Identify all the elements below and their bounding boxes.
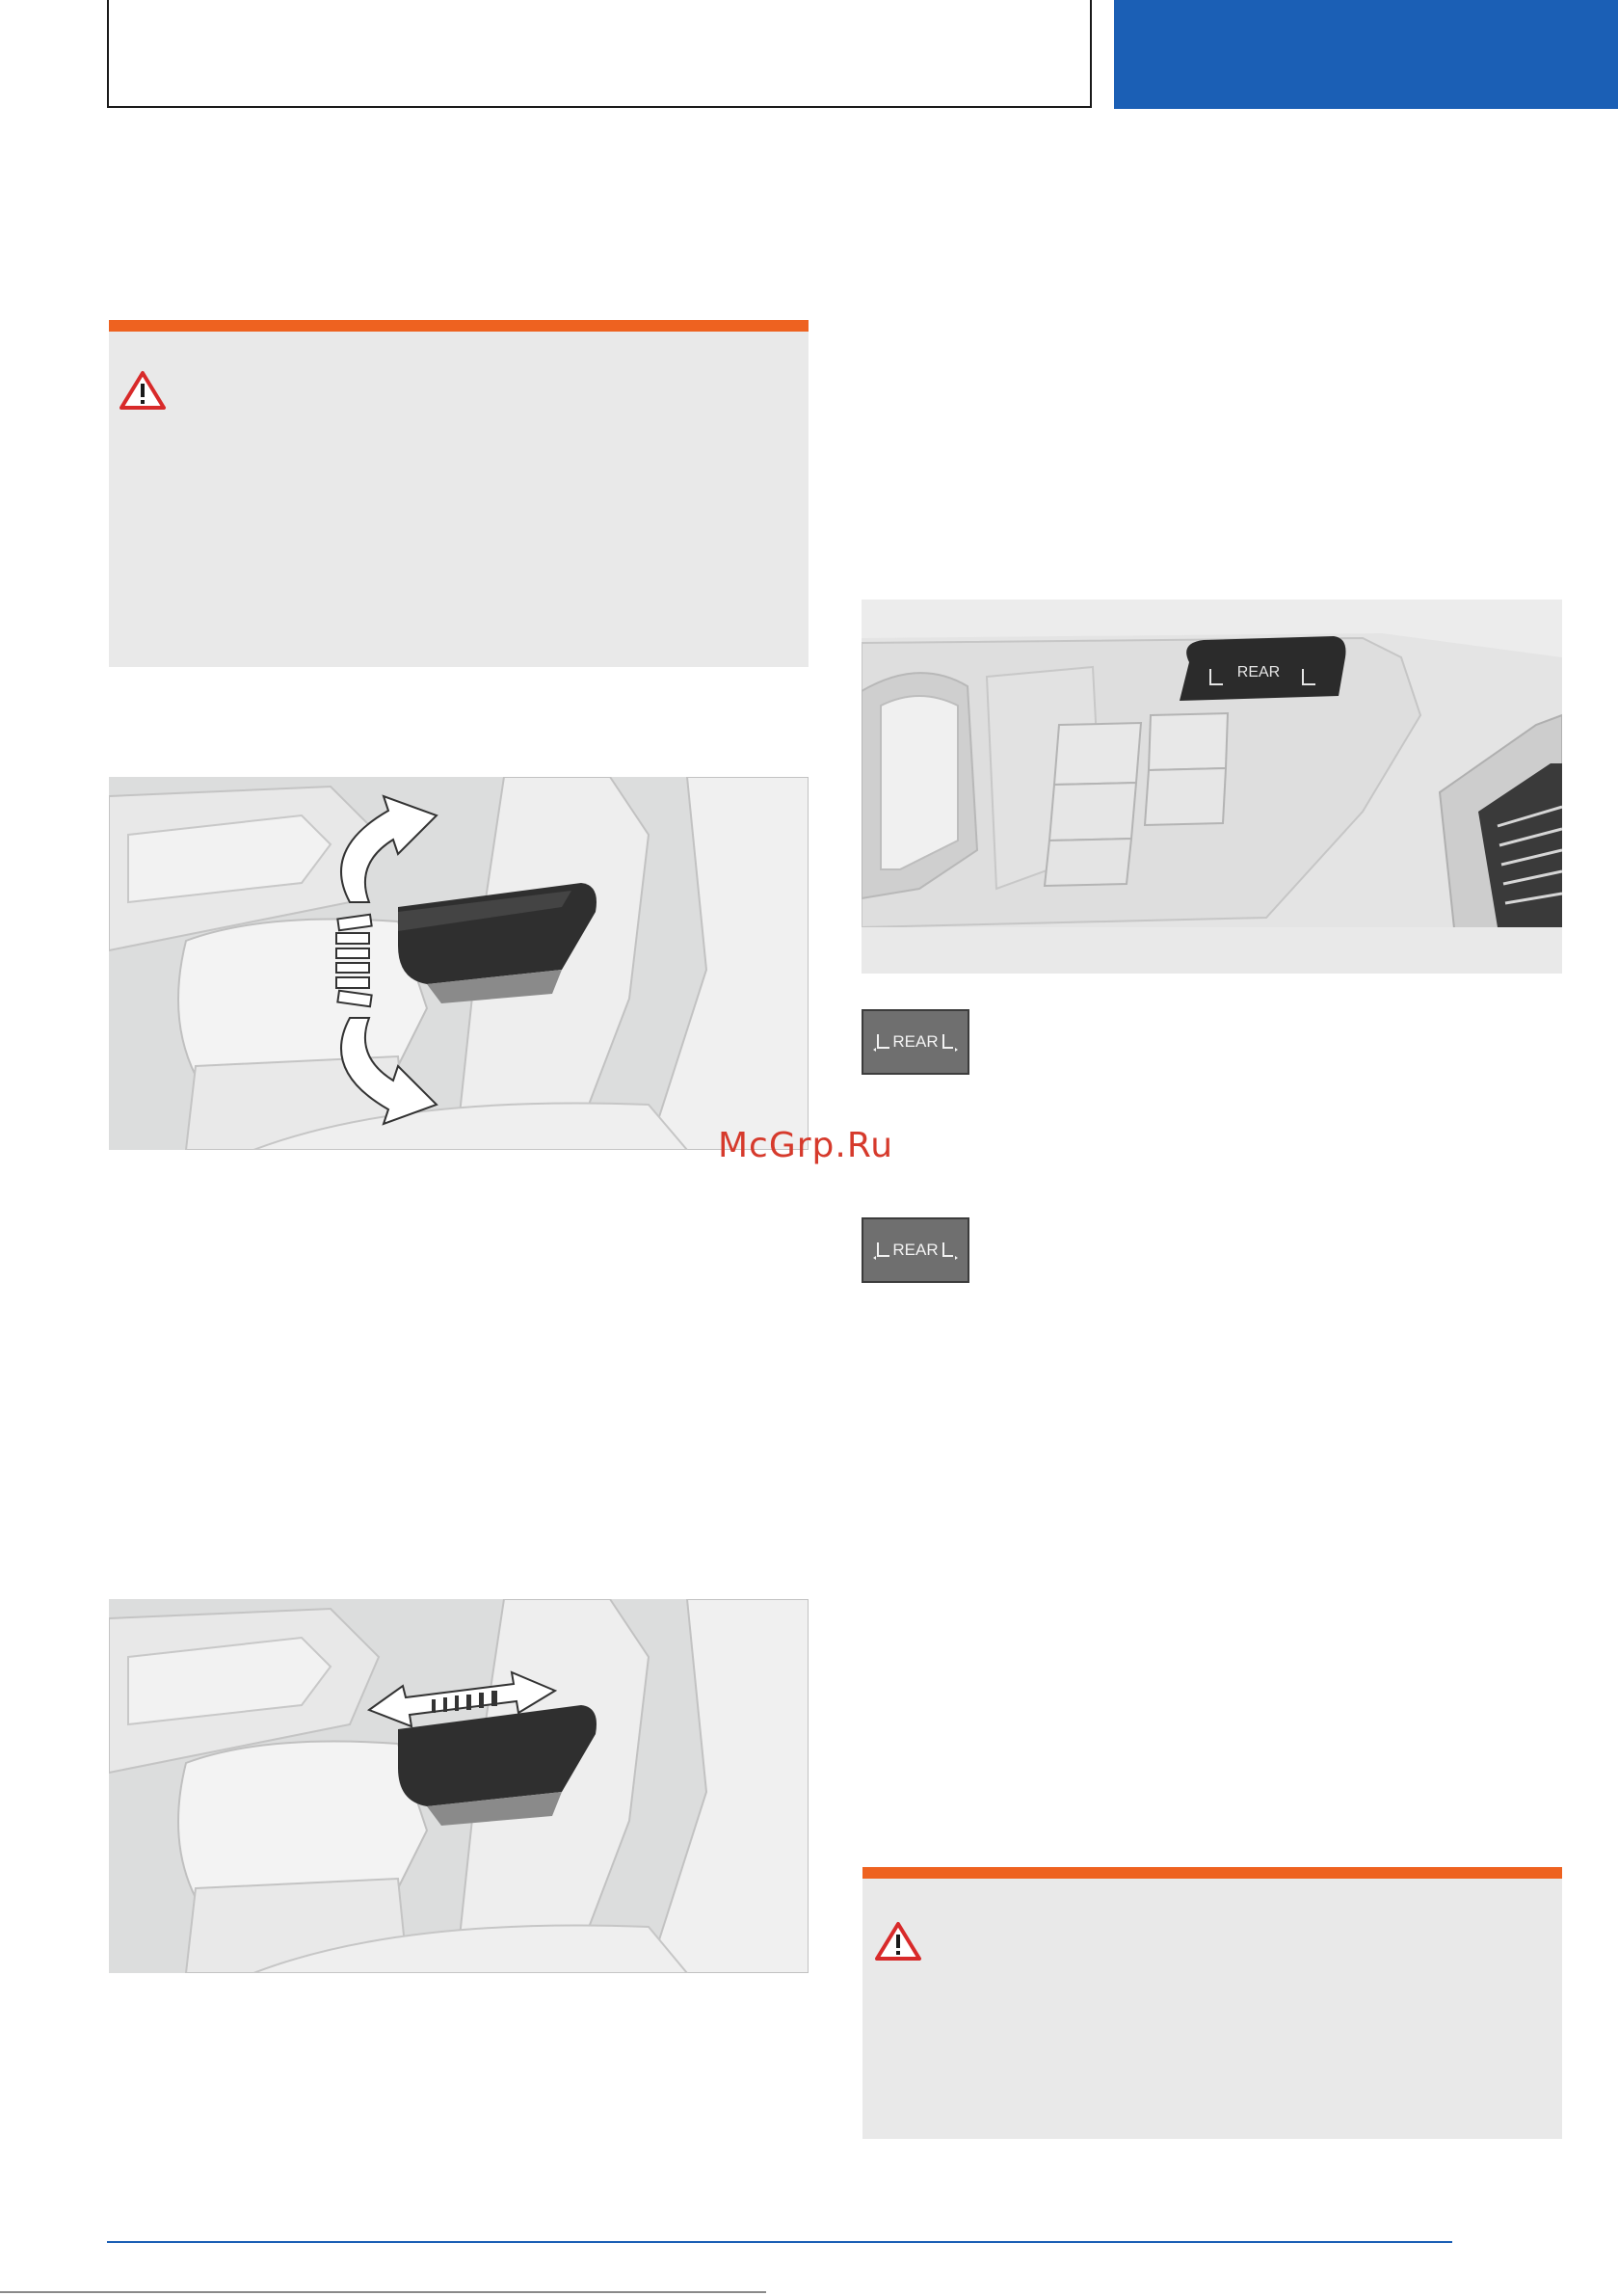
rear-button-2-label: REAR: [892, 1241, 939, 1259]
footer-rule: [107, 2241, 1452, 2243]
warning-triangle-icon: [874, 1921, 922, 1962]
seat-left-icon: [873, 1240, 890, 1261]
watermark-text: McGrp.Ru: [718, 1126, 894, 1165]
seat-left-icon: [873, 1031, 890, 1053]
warning-box-right: [862, 1867, 1562, 2139]
rear-button-1: [862, 1009, 969, 1075]
figure-door-panel: [862, 600, 1562, 974]
seat-right-icon: [941, 1031, 958, 1053]
chapter-tab: [1114, 0, 1618, 109]
door-panel-rear-label: REAR: [1236, 664, 1281, 681]
warning-box-left: [109, 320, 809, 667]
warning-triangle-icon: [119, 370, 167, 411]
bottom-edge-rule: [0, 2291, 766, 2293]
rear-button-1-label: REAR: [892, 1032, 939, 1051]
header-frame: [107, 0, 1092, 108]
rear-button-2: [862, 1217, 969, 1283]
seat-right-icon: [941, 1240, 958, 1261]
figure-armrest-slide: [109, 1599, 809, 1973]
figure-armrest-tilt: [109, 777, 809, 1150]
